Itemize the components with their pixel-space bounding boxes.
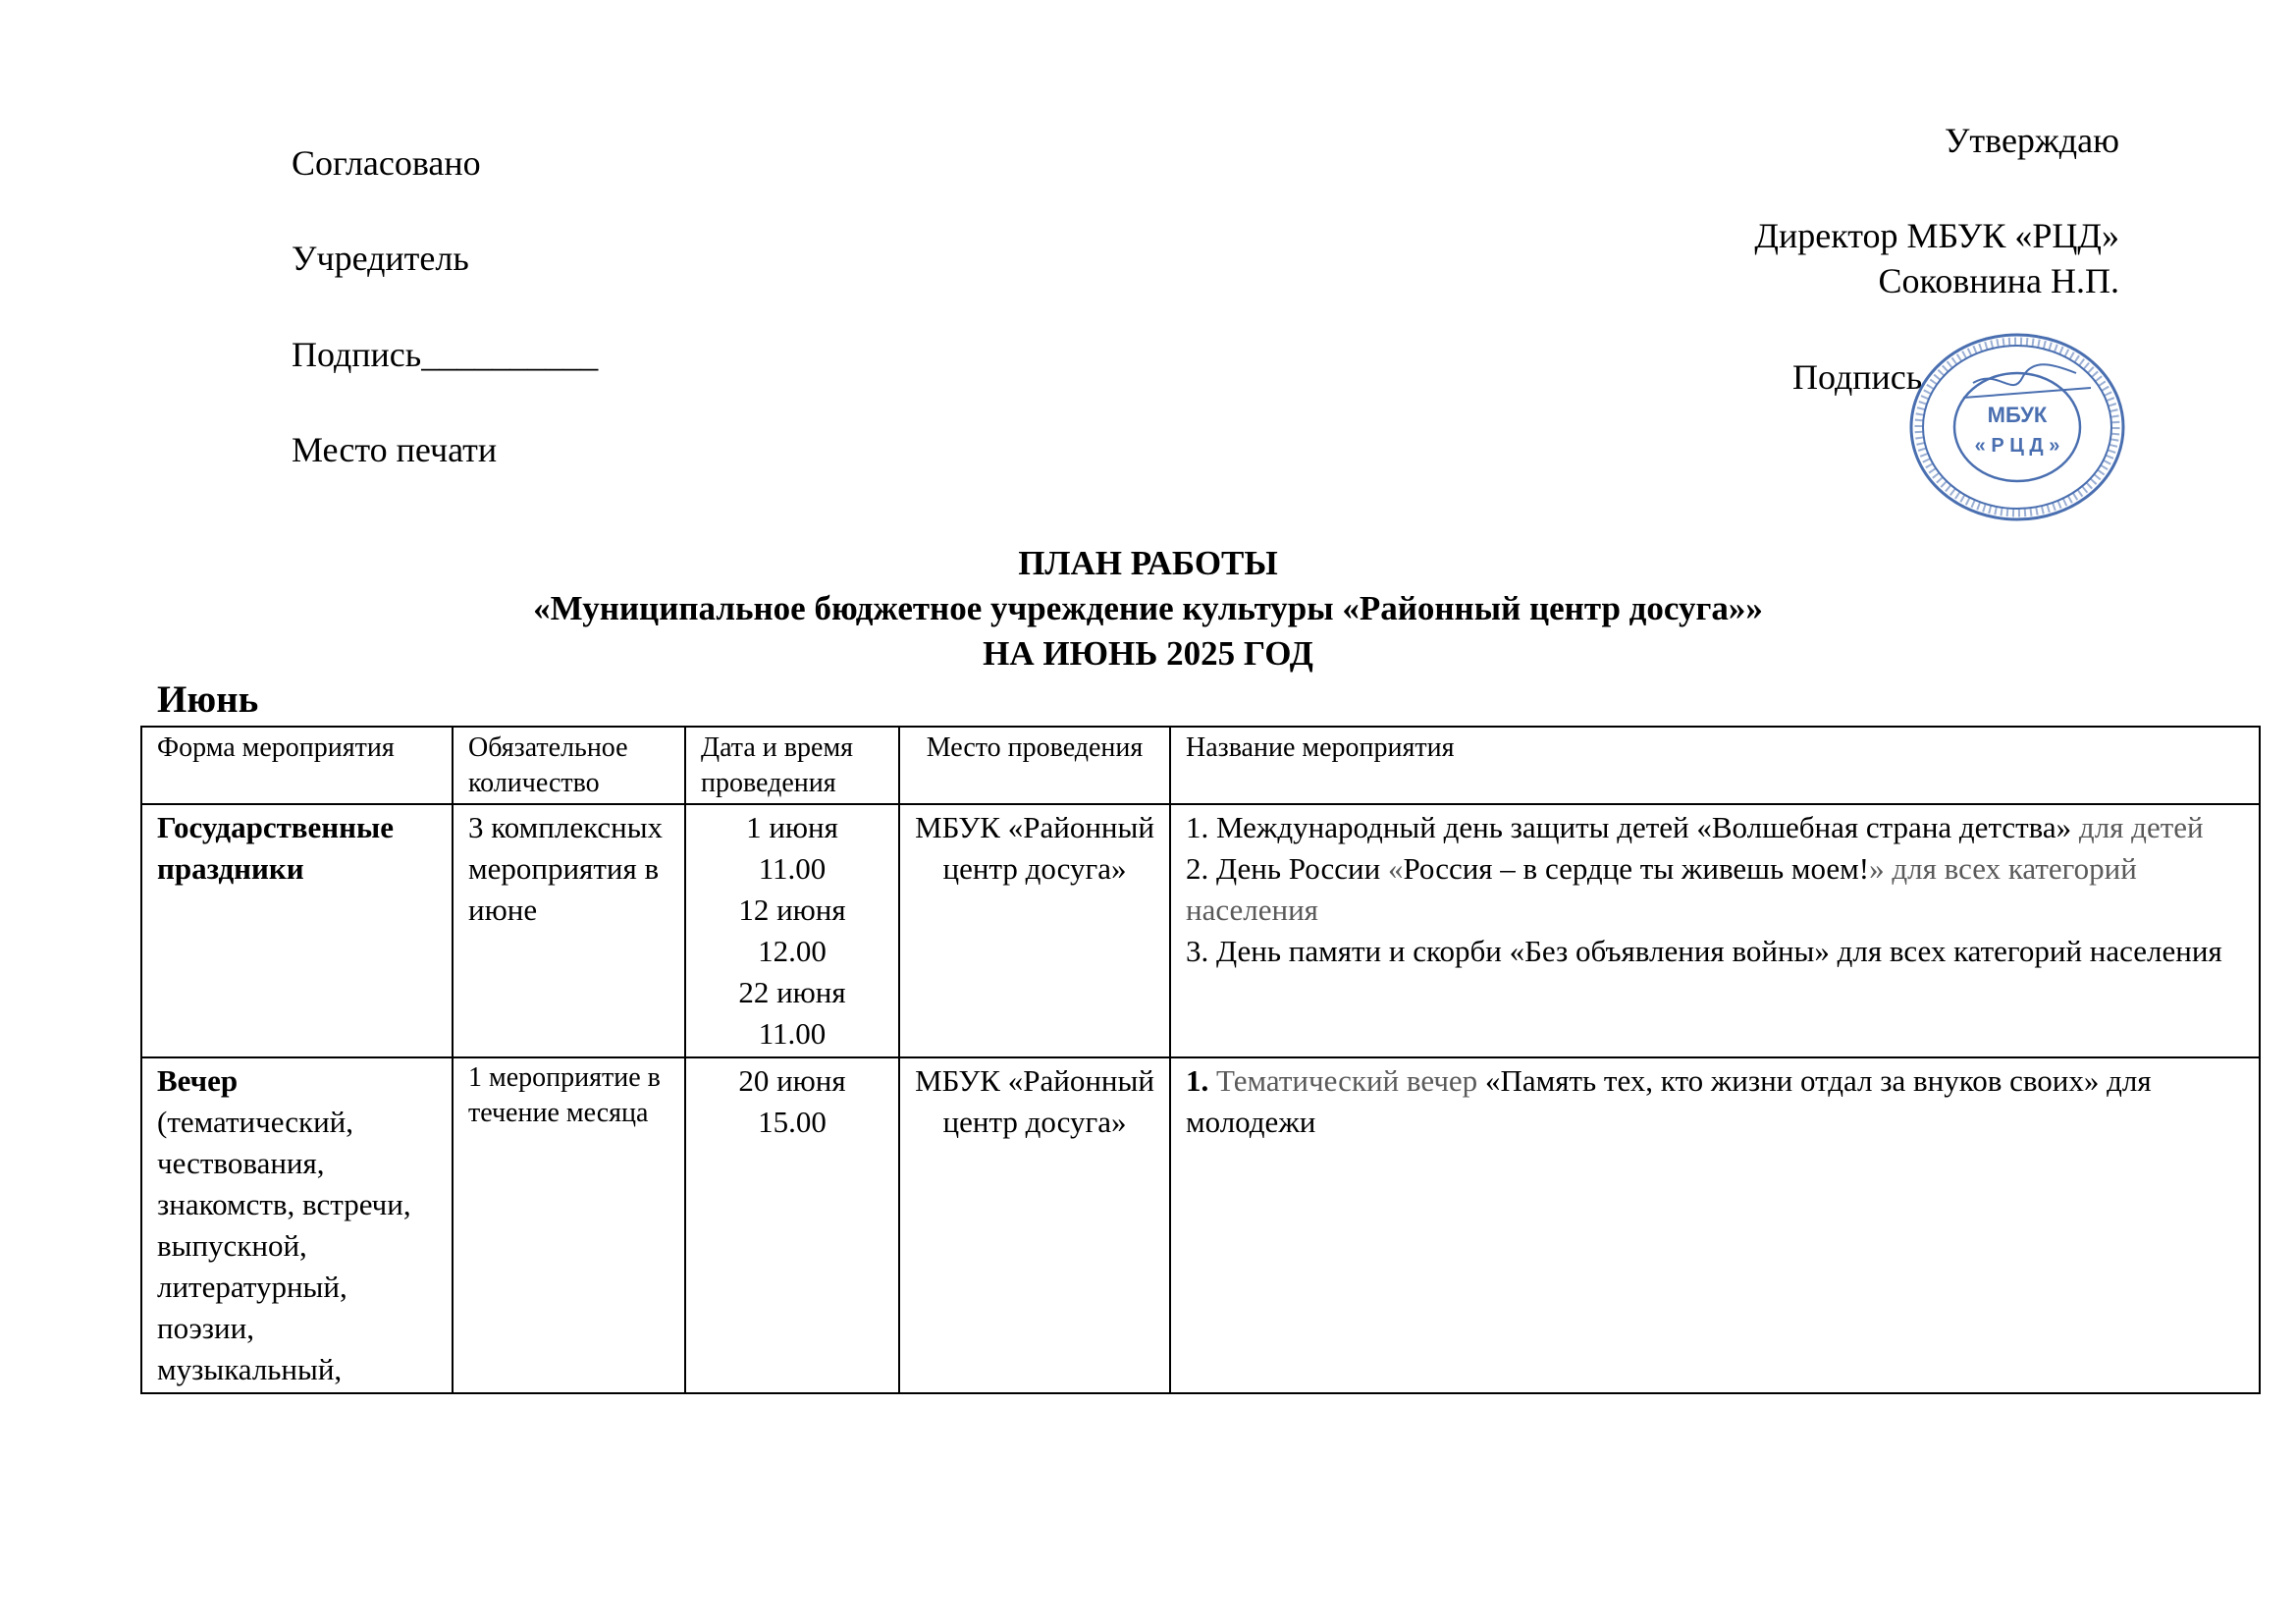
form-cell: [141, 804, 453, 1057]
founder-signature-line: Подпись__________: [292, 335, 599, 374]
plan-period: НА ИЮНЬ 2025 ГОД: [983, 634, 1313, 673]
event-text: 1. Международный день защиты детей «Волшебная страна детства»: [1186, 810, 2072, 844]
event-audience: для детей: [2071, 810, 2204, 844]
agreed-label: Согласовано: [292, 143, 481, 183]
table-row: [141, 804, 2260, 1057]
header-count: Обязательное количество: [453, 727, 685, 804]
form-cell: [141, 1057, 453, 1393]
date-line: 1 июня: [746, 810, 838, 844]
count-cell: 3 комплексных мероприятия в июне: [453, 804, 685, 1057]
time-line: 11.00: [758, 1016, 827, 1051]
event-type: Тематический вечер: [1208, 1063, 1485, 1098]
event-item: [1186, 848, 2244, 931]
seal-place-label: Место печати: [292, 430, 498, 469]
time-line: 12.00: [758, 934, 827, 968]
table-header-row: [141, 727, 2260, 804]
founder-label: Учредитель: [292, 239, 469, 278]
seal-stamp-text-2: « Р Ц Д »: [1974, 435, 2060, 457]
event-number: 1.: [1186, 1063, 1209, 1098]
time-line: 15.00: [758, 1105, 827, 1139]
header-form: Форма мероприятия: [141, 727, 453, 804]
header-date: Дата и время проведения: [685, 727, 899, 804]
time-line: 11.00: [758, 851, 827, 886]
month-heading: Июнь: [157, 678, 259, 721]
date-cell: [685, 1057, 899, 1393]
form-title: Государственные праздники: [157, 810, 394, 886]
date-line: 20 июня: [738, 1063, 846, 1098]
director-signature-label: Подпись: [1792, 357, 1923, 397]
event-item: [1186, 1060, 2244, 1143]
plan-institution: «Муниципальное бюджетное учреждение культуры «Районный центр досуга»»: [533, 589, 1763, 627]
event-item: [1186, 807, 2244, 848]
seal-stamp-text: МБУК: [1987, 403, 2048, 427]
form-description: (тематический, чествования, знакомств, встречи, выпускной, литературный, поэзии, музыкальный,: [157, 1105, 411, 1386]
event-text: «Память тех, кто жизни отдал за внуков своих» для молодежи: [1186, 1063, 2152, 1139]
plan-title: ПЛАН РАБОТЫ: [1018, 544, 1278, 582]
plan-table: [140, 726, 2261, 1394]
table-row: [141, 1057, 2260, 1393]
header-place: Место проведения: [899, 727, 1170, 804]
count-cell: 1 мероприятие в течение месяца: [453, 1057, 685, 1393]
director-title: Директор МБУК «РЦД»: [1754, 216, 2119, 255]
event-text: 2. День России: [1186, 851, 1388, 886]
place-cell: МБУК «Районный центр досуга»: [899, 804, 1170, 1057]
event-text: 3. День памяти и скорби «Без объявления войны» для всех категорий населения: [1186, 934, 2222, 968]
event-quote-open: «: [1387, 851, 1404, 886]
form-title: Вечер: [157, 1063, 239, 1098]
director-name: Соковнина Н.П.: [1878, 261, 2119, 300]
place-cell: МБУК «Районный центр досуга»: [899, 1057, 1170, 1393]
header-name: Название мероприятия: [1170, 727, 2260, 804]
event-text: Россия – в сердце ты живешь моем!: [1403, 851, 1870, 886]
event-item: [1186, 931, 2244, 972]
approve-label: Утверждаю: [1944, 121, 2119, 160]
event-name-cell: [1170, 804, 2260, 1057]
date-cell: [685, 804, 899, 1057]
event-name-cell: [1170, 1057, 2260, 1393]
date-line: 12 июня: [738, 893, 846, 927]
seal-stamp: [1904, 329, 2130, 525]
date-line: 22 июня: [738, 975, 846, 1009]
event-audience: » для всех категорий населения: [1186, 851, 2137, 927]
